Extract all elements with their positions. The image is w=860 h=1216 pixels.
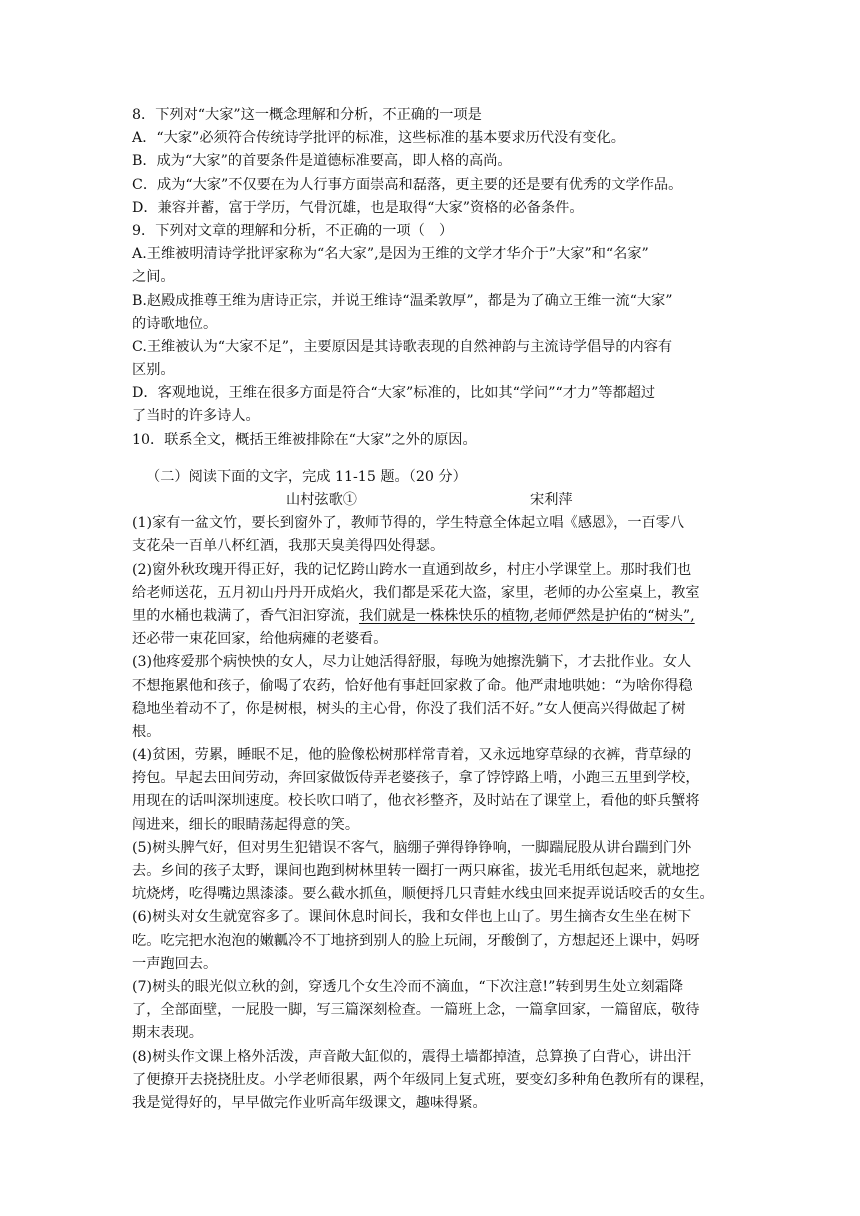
- paragraph-3-line3: 稳地坐着动不了，你是树根，树头的主心骨，你没了我们活不好。”女人便高兴得做起了树: [132, 700, 686, 717]
- paragraph-2-line4: 还必带一束花回家，给他病瘫的老婆看。: [132, 631, 388, 648]
- paragraph-2-line2: 给老师送花，五月初山丹丹开成焰火，我们都是采花大盗，家里，老师的办公室桌上，教室: [132, 584, 700, 601]
- q9-option-c-line1: C.王维被认为“大家不足”，主要原因是其诗歌表现的自然神韵与主流诗学倡导的内容有: [132, 338, 673, 355]
- paragraph-8-line1: (8)树头作文课上格外活泼，声音敞大缸似的，震得土墙都掉渣，总算换了白背心，讲出汗: [132, 1048, 692, 1065]
- article-title: 山村弦歌①: [286, 492, 357, 508]
- q9-option-a-line1: A.王维被明清诗学批评家称为“名大家”,是因为王维的文学才华介于”大家”和“名家”: [132, 246, 649, 263]
- paragraph-4-line2: 挎包。早起去田间劳动，奔回家做饭侍弄老婆孩子，拿了饽饽路上啃，小跑三五里到学校，: [132, 770, 700, 787]
- paragraph-7-line3: 期末表现。: [132, 1025, 203, 1042]
- section2-heading: （二）阅读下面的文字，完成 11-15 题。（20 分）: [146, 468, 467, 485]
- underlined-sentence: 我们就是一株株快乐的植物,老师俨然是护佑的“树头”,: [359, 607, 695, 624]
- article-author: 宋利萍: [530, 492, 573, 508]
- article-title-line: [132, 489, 760, 512]
- q8-option-c: C．成为“大家”不仅要在为人行事方面崇高和磊落，更主要的还是要有优秀的文学作品。: [132, 176, 683, 193]
- q9-option-d-line2: 了当时的许多诗人。: [132, 408, 260, 425]
- q9-option-c-line2: 区别。: [132, 362, 175, 379]
- q8-stem: 8．下列对“大家”这一概念理解和分析，不正确的一项是: [132, 107, 482, 123]
- paragraph-4-line3: 用现在的话叫深圳速度。校长吹口哨了，他衣衫整齐，及时站在了课堂上，看他的虾兵蟹将: [132, 793, 700, 810]
- paragraph-5-line2: 去。乡间的孩子太野，课间也跑到树林里转一圈打一两只麻雀，拔光毛用纸包起来，就地挖: [132, 863, 700, 879]
- paragraph-6-line1: (6)树头对女生就宽容多了。课间休息时间长，我和女伴也上山了。男生摘杏女生坐在树下: [132, 909, 692, 926]
- q9-stem: 9．下列对文章的理解和分析，不正确的一项（ ）: [132, 222, 454, 239]
- paragraph-1-line2: 支花朵一百单八杯红酒，我那天臭美得四处得瑟。: [132, 538, 445, 555]
- paragraph-5-line3: 坑烧烤，吃得嘴边黑漆漆。要么截水抓鱼，顺便捋几只青蛙水线虫回来捉弄说话咬舌的女生。: [132, 886, 714, 903]
- paragraph-3-line1: (3)他疼爱那个病怏怏的女人，尽力让她活得舒服，每晚为她擦洗躺下，才去批作业。女人: [132, 654, 692, 671]
- paragraph-2-line3-text: 里的水桶也栽满了，香气汩汩穿流，: [132, 607, 360, 624]
- paragraph-1-line1: (1)家有一盆文竹，要长到窗外了，教师节得的，学生特意全体起立唱《感恩》，一百零八: [132, 515, 685, 532]
- paragraph-6-line2: 吃。吃完把水泡泡的嫩瓤冷不丁地挤到别人的脸上玩闹，牙酸倒了，方想起还上课中，妈呀: [132, 932, 700, 949]
- document-page: [132, 104, 760, 1115]
- paragraph-8-line3: 我是觉得好的，早早做完作业听高年级课文，趣味得紧。: [132, 1094, 487, 1111]
- q8-option-a: A．“大家”必须符合传统诗学批评的标准，这些标准的基本要求历代没有变化。: [132, 130, 625, 147]
- q9-option-a-line2: 之间。: [132, 269, 175, 286]
- paragraph-5-line1: (5)树头脾气好，但对男生犯错误不客气，脑绷子弹得铮铮响，一脚踹屁股从讲台踹到门外: [132, 839, 692, 856]
- paragraph-2-line1: (2)窗外秋玫瑰开得正好，我的记忆跨山跨水一直通到故乡，村庄小学课堂上。那时我们也: [132, 561, 692, 578]
- q9-option-d-line1: D．客观地说，王维在很多方面是符合“大家”标准的，比如其“学问”“才力”等都超过: [132, 385, 656, 402]
- q10-stem: 10．联系全文，概括王维被排除在“大家”之外的原因。: [132, 431, 477, 448]
- paragraph-4-line4: 闯进来，细长的眼睛荡起得意的笑。: [132, 816, 360, 833]
- paragraph-3-line2: 不想拖累他和孩子，偷喝了农药，恰好他有事赶回家救了命。他严肃地哄她：“为啥你得稳: [132, 677, 693, 694]
- paragraph-4-line1: (4)贫困，劳累，睡眠不足，他的脸像松树那样常青着，又永远地穿草绿的衣裤，背草绿的: [132, 747, 692, 764]
- paragraph-7-line1: (7)树头的眼光似立秋的剑，穿透几个女生冷而不滴血，“下次注意!”转到男生处立刻霜降: [132, 978, 684, 995]
- q9-option-b-line1: B.赵殿成推尊王维为唐诗正宗，并说王维诗“温柔敦厚”，都是为了确立王维一流“大家”: [132, 292, 673, 309]
- section-gap: [132, 452, 760, 466]
- paragraph-2-line3: [132, 605, 760, 628]
- q8-option-b: B．成为“大家”的首要条件是道德标准要高，即人格的高尚。: [132, 153, 512, 170]
- q8-option-d: D．兼容并蓄，富于学历，气骨沉雄，也是取得“大家”资格的必备条件。: [132, 199, 584, 216]
- paragraph-3-line4: 根。: [132, 723, 161, 740]
- paragraph-8-line2: 了便撩开去挠挠肚皮。小学老师很累，两个年级同上复式班，要变幻多种角色教所有的课程，: [132, 1071, 714, 1088]
- q9-option-b-line2: 的诗歌地位。: [132, 315, 218, 332]
- paragraph-6-line3: 一声跑回去。: [132, 955, 218, 972]
- paragraph-7-line2: 了，全部面壁，一屁股一脚，写三篇深刻检查。一篇班上念，一篇拿回家，一篇留底，敬待: [132, 1002, 700, 1019]
